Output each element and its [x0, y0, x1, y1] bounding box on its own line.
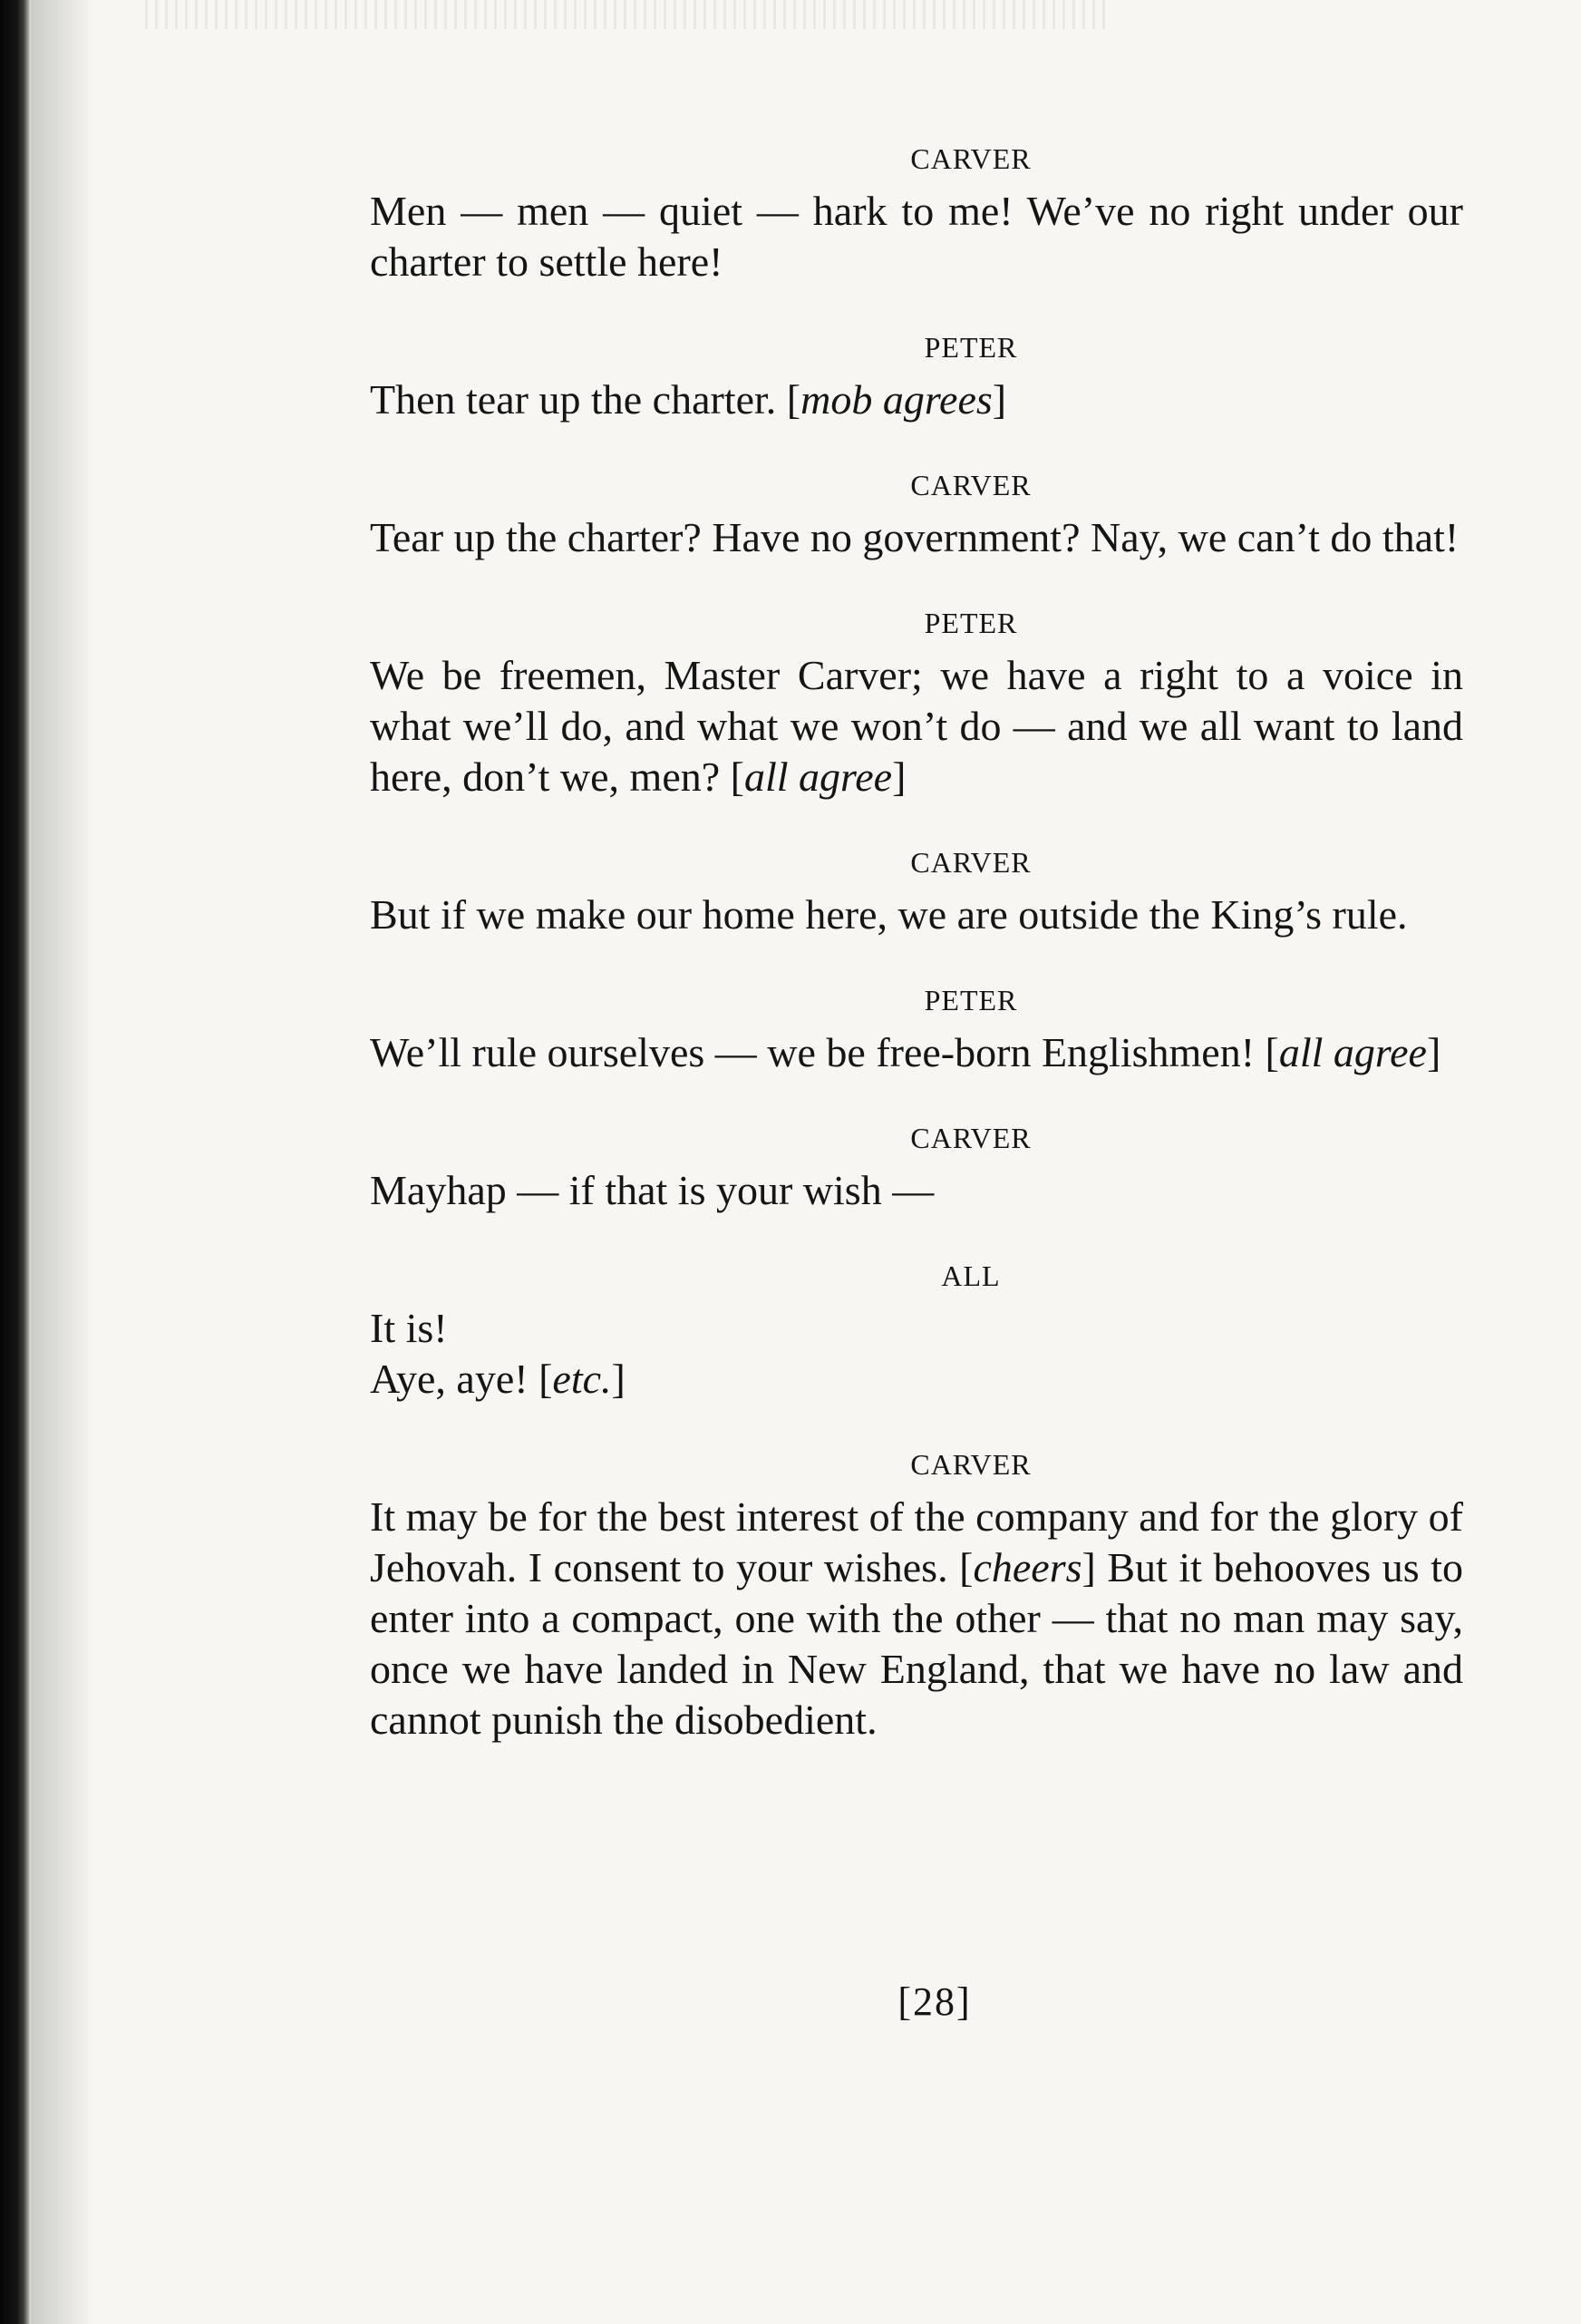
dialogue-line: We be freemen, Master Carver; we have a right to a voice in what we’ll do, and what we won’t do — and we all want to land here, don’t we, men? [all agree]: [370, 652, 1463, 800]
dialogue-text: It is!: [370, 1305, 448, 1351]
dialogue-text: We’ll rule ourselves — we be free-born Englishmen!: [370, 1029, 1256, 1075]
speaker-name: PETER: [924, 331, 1018, 364]
stage-direction: etc.: [552, 1356, 612, 1402]
speech-carver-4: [370, 1120, 1463, 1216]
speech-peter-3: [370, 982, 1463, 1078]
dialogue-text: But if we make our home here, we are outside the King’s rule.: [370, 891, 1408, 938]
scan-artifact: [145, 0, 1106, 29]
stage-direction: mob agrees: [800, 376, 993, 423]
stage-direction: cheers: [973, 1544, 1082, 1590]
speaker-name: PETER: [924, 607, 1018, 639]
speech-all: [370, 1258, 1463, 1405]
dialogue-text: Men — men — quiet — hark to me! We’ve no right under our charter to settle here!: [370, 188, 1463, 285]
speaker-name: ALL: [941, 1259, 1001, 1292]
dialogue-text: Tear up the charter? Have no government? Nay, we can’t do that!: [370, 514, 1460, 560]
dialogue-text: Mayhap — if that is your wish —: [370, 1167, 935, 1213]
speaker-name: CARVER: [910, 142, 1032, 175]
speech-peter-2: [370, 605, 1463, 802]
speaker-name: CARVER: [910, 469, 1032, 501]
dialogue-line: We’ll rule ourselves — we be free-born Englishmen! [all agree]: [370, 1029, 1441, 1075]
script-page: [370, 141, 1463, 1787]
stage-direction: all agree: [744, 754, 893, 800]
dialogue-text: We be freemen, Master Carver; we have a right to a voice in what we’ll do, and what we won’t do — and we all want to land here, don’t we, men?: [370, 652, 1463, 800]
gutter-shadow: [31, 0, 94, 2324]
book-binding-shadow: [0, 0, 31, 2324]
page-number: [28]: [897, 1979, 972, 2024]
dialogue-text: Then tear up the charter.: [370, 376, 777, 423]
speaker-name: CARVER: [910, 1122, 1032, 1154]
stage-direction: all agree: [1278, 1029, 1427, 1075]
dialogue-text: But it behooves us to enter into a compact, one with the other — that no man may say, once we have landed in New England, that we have no law and cannot punish the disobedient.: [370, 1544, 1463, 1743]
speaker-name: CARVER: [910, 1448, 1032, 1481]
dialogue-text: Aye, aye!: [370, 1356, 529, 1402]
speech-peter-1: [370, 329, 1463, 425]
dialogue-line: It may be for the best interest of the company and for the glory of Jehovah. I consent to your wishes. [cheers] But it behooves us to enter into a compact, one with the other — that no man may say, once we have landed in New England, that we have no law and cannot punish the disobedient.: [370, 1493, 1463, 1743]
speaker-name: CARVER: [910, 846, 1032, 879]
dialogue-text: It may be for the best interest of the company and for the glory of Jehovah. I consent to your wishes.: [370, 1493, 1463, 1590]
speech-carver-1: [370, 141, 1463, 287]
speech-carver-2: [370, 467, 1463, 563]
dialogue-line: Then tear up the charter. [mob agrees]: [370, 376, 1007, 423]
speech-carver-5: [370, 1446, 1463, 1745]
speaker-name: PETER: [924, 984, 1018, 1016]
dialogue-line: Aye, aye! [etc.]: [370, 1356, 626, 1402]
speech-carver-3: [370, 844, 1463, 940]
